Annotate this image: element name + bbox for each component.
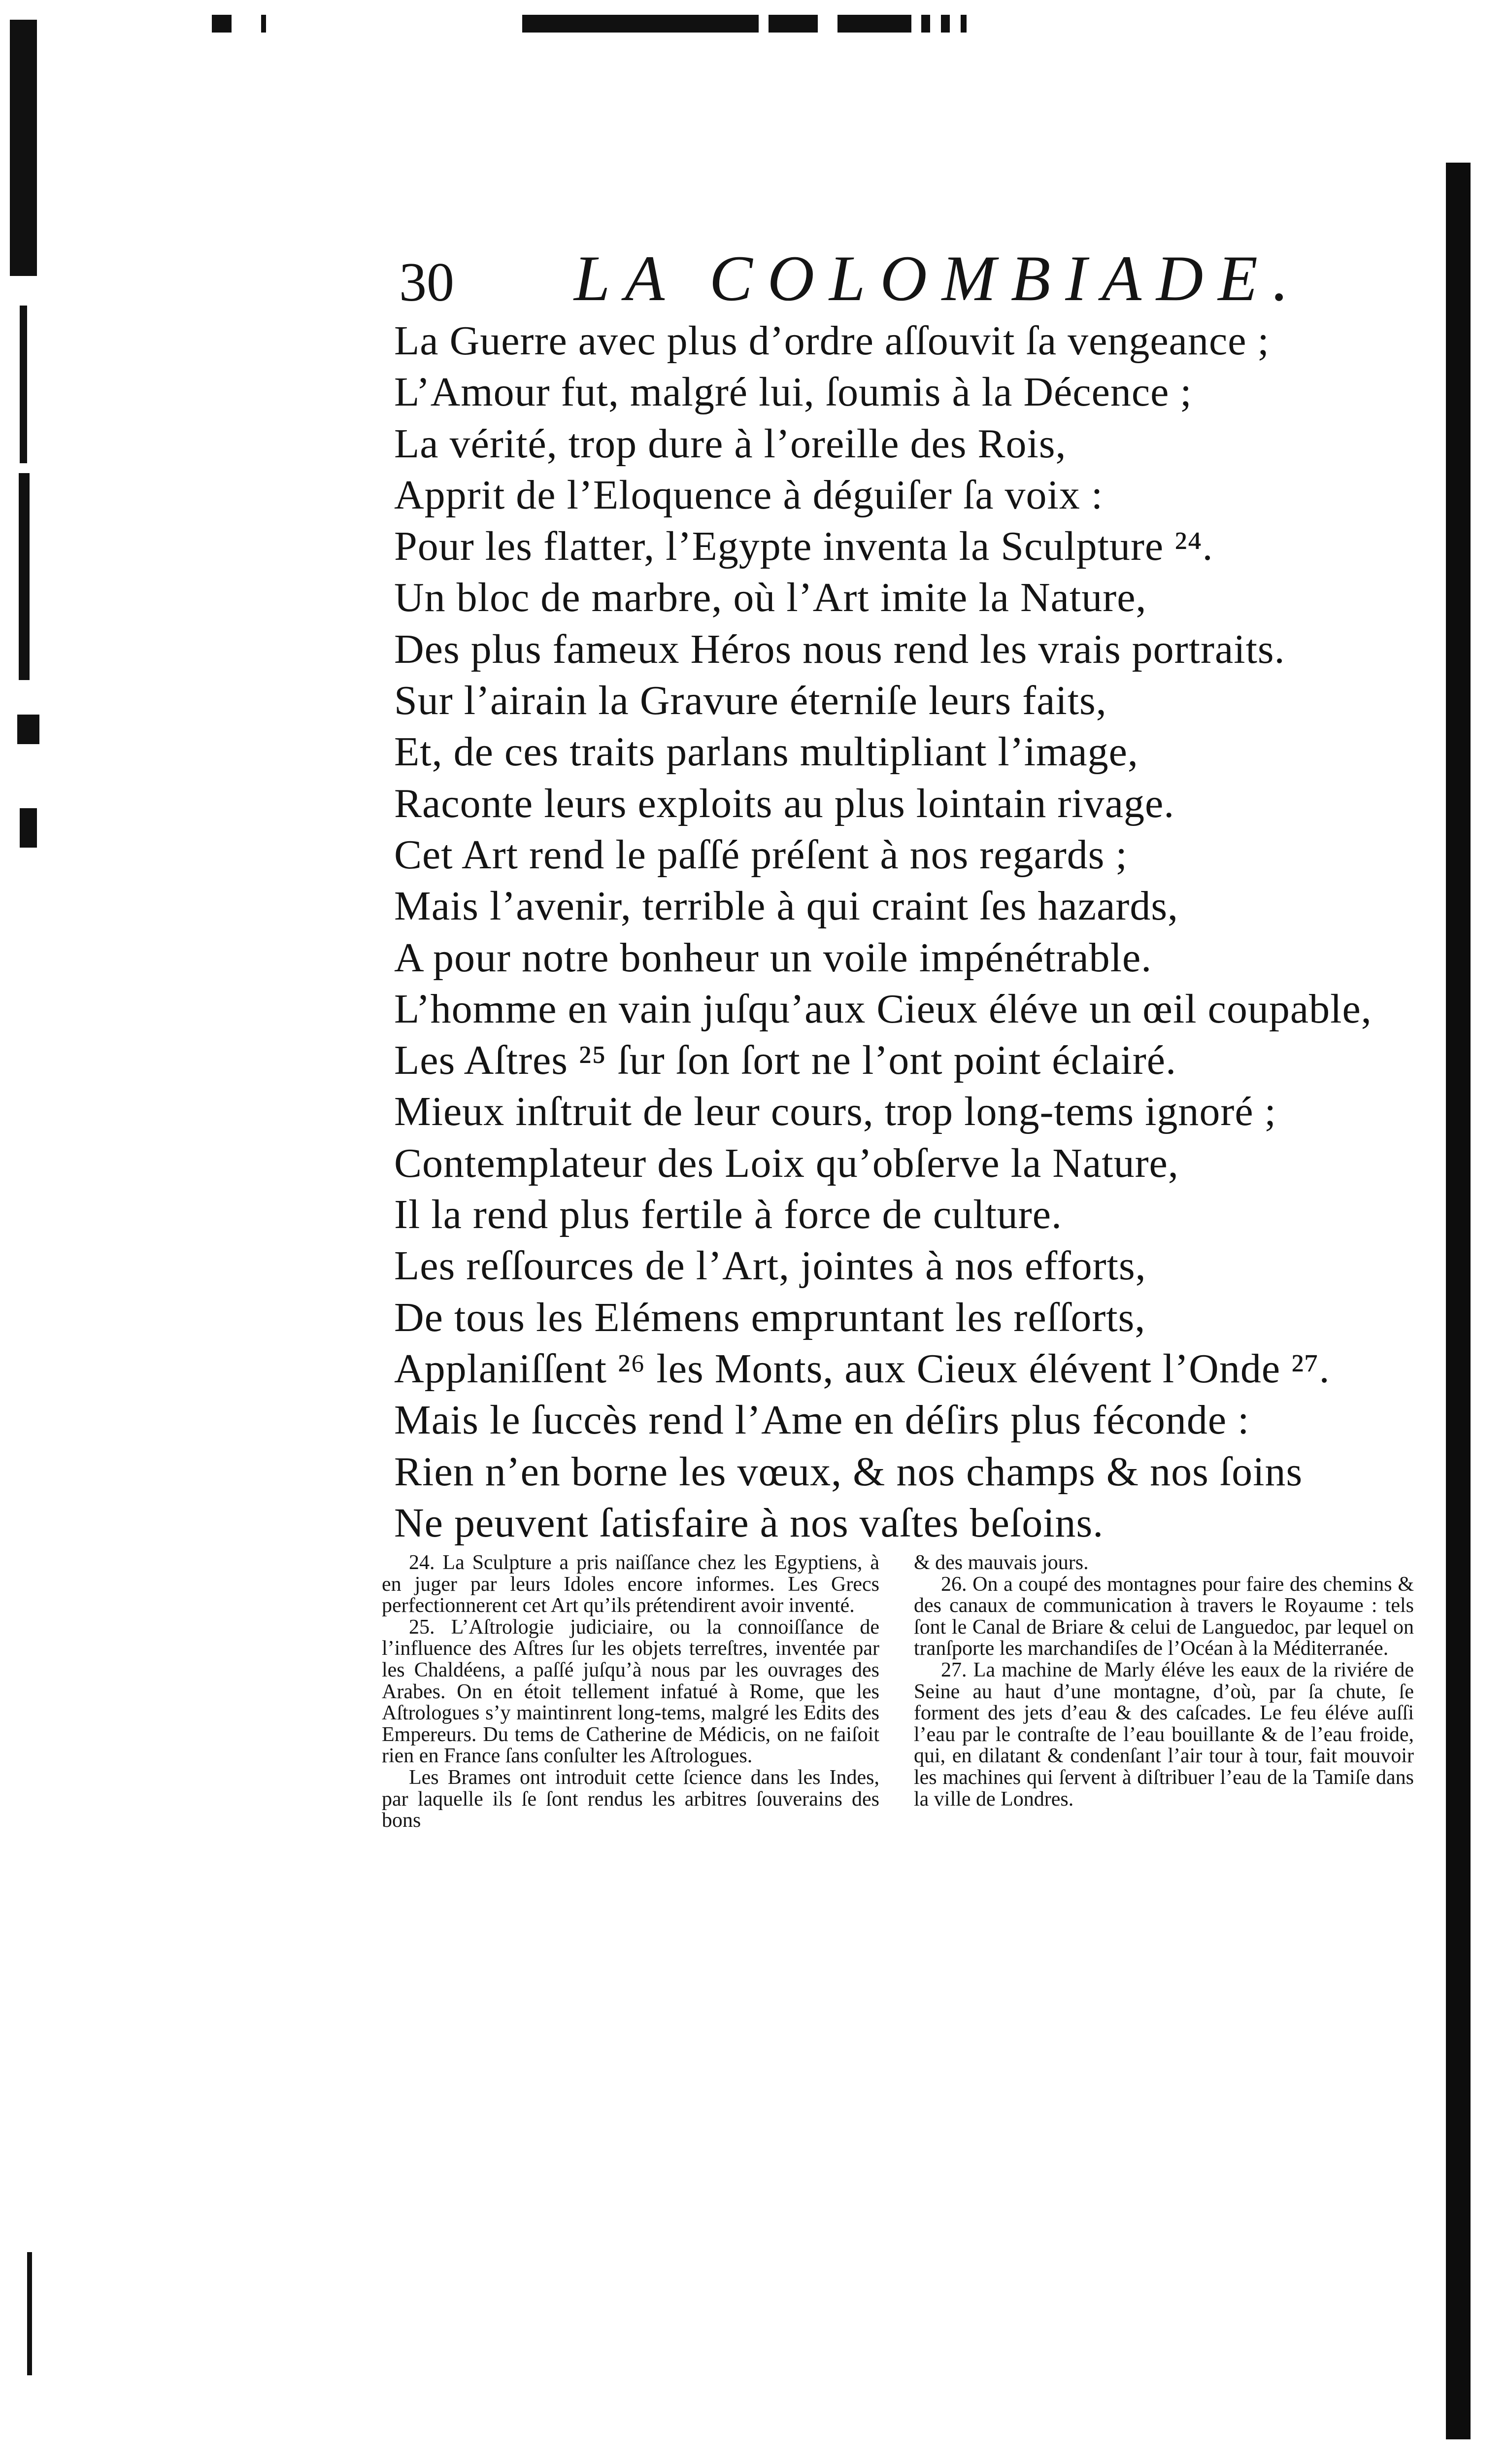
footnotes-right-column xyxy=(914,1552,1414,1810)
running-title: LA COLOMBIADE. xyxy=(574,242,1304,314)
verse-line: Raconte leurs exploits au plus lointain rivage. xyxy=(394,780,1175,826)
footnote-25-end: & des mauvais jours. xyxy=(914,1551,1089,1574)
scan-right-edge xyxy=(1446,163,1471,2439)
verse-line: Applaniſſent ²⁶ les Monts, aux Cieux élévent l’Onde ²⁷. xyxy=(394,1345,1330,1392)
scan-left-artifacts xyxy=(0,0,49,2464)
page-number: 30 xyxy=(399,252,454,313)
verse-line: Des plus fameux Héros nous rend les vrais portraits. xyxy=(394,626,1285,672)
footnote-27: 27. La machine de Marly éléve les eaux de la riviére de Seine au haut d’une montagne, d’où, par ſa chute, ſe forment des jets d’eau & des caſcades. Le feu éléve auſſi l’eau par le contraſte de l’eau bouillante & de l’eau froide, qui, en dilatant & condenſant l’air tour à tour, fait mouvoir les machines qui ſervent à diſtribuer l’eau de la Tamiſe dans la ville de Londres. xyxy=(914,1658,1414,1811)
verse-line: L’Amour fut, malgré lui, ſoumis à la Décence ; xyxy=(394,369,1192,415)
verse-line: A pour notre bonheur un voile impénétrable. xyxy=(394,934,1152,981)
verse-line: Mieux inſtruit de leur cours, trop long-tems ignoré ; xyxy=(394,1089,1276,1135)
footnotes-left-column xyxy=(382,1552,879,1832)
footnote-25-continued: Les Brames ont introduit cette ſcience dans les Indes, par laquelle ils ſe ſont rendus les arbitres ſouverains des bons xyxy=(382,1766,879,1832)
running-head xyxy=(399,241,1409,315)
verse-line: La Guerre avec plus d’ordre aſſouvit ſa vengeance ; xyxy=(394,318,1270,364)
scan-top-artifacts xyxy=(0,15,1506,34)
verse-line: Les Aſtres ²⁵ ſur ſon ſort ne l’ont point éclairé. xyxy=(394,1037,1177,1084)
verse-line: Pour les flatter, l’Egypte inventa la Sculpture ²⁴. xyxy=(394,523,1213,570)
verse-line: Les reſſources de l’Art, jointes à nos efforts, xyxy=(394,1243,1146,1289)
verse-block xyxy=(394,315,1419,1549)
verse-line: Rien n’en borne les vœux, & nos champs & nos ſoins xyxy=(394,1448,1303,1495)
verse-line: Cet Art rend le paſſé préſent à nos regards ; xyxy=(394,831,1128,878)
verse-line: Il la rend plus fertile à force de culture. xyxy=(394,1192,1063,1238)
verse-line: Un bloc de marbre, où l’Art imite la Nature, xyxy=(394,575,1147,621)
footnote-25: 25. L’Aſtrologie judiciaire, ou la connoiſſance de l’influence des Aſtres ſur les objets terreſtres, inventée par les Chaldéens, a paſſé juſqu’à nous par les ouvrages des Arabes. On en étoit tellement infatué à Rome, que les Aſtrologues s’y maintinrent long-tems, malgré les Edits des Empereurs. Du tems de Catherine de Médicis, on ne faiſoit rien en France ſans conſulter les Aſtrologues. xyxy=(382,1615,879,1768)
verse-line: De tous les Elémens empruntant les reſſorts, xyxy=(394,1294,1146,1340)
verse-line: Et, de ces traits parlans multipliant l’image, xyxy=(394,729,1138,775)
verse-line: Contemplateur des Loix qu’obſerve la Nature, xyxy=(394,1140,1179,1186)
verse-line: Mais l’avenir, terrible à qui craint ſes hazards, xyxy=(394,883,1179,929)
verse-line: La vérité, trop dure à l’oreille des Rois, xyxy=(394,420,1067,467)
verse-line: Apprit de l’Eloquence à déguiſer ſa voix : xyxy=(394,472,1104,518)
footnote-24: 24. La Sculpture a pris naiſſance chez les Egyptiens, à en juger par leurs Idoles encore informes. Les Grecs perfectionnerent cet Art qu’ils prétendirent avoir inventé. xyxy=(382,1551,879,1617)
verse-line: L’homme en vain juſqu’aux Cieux éléve un œil coupable, xyxy=(394,986,1372,1032)
footnote-26: 26. On a coupé des montagnes pour faire des chemins & des canaux de communication à travers le Royaume : tels ſont le Canal de Briare & celui de Languedoc, par lequel on tranſporte les marchandiſes de l’Océan à la Méditerranée. xyxy=(914,1573,1414,1660)
verse-line: Sur l’airain la Gravure éterniſe leurs faits, xyxy=(394,678,1107,724)
verse-line: Ne peuvent ſatisfaire à nos vaſtes beſoins. xyxy=(394,1500,1104,1546)
verse-line: Mais le ſuccès rend l’Ame en déſirs plus féconde : xyxy=(394,1397,1250,1443)
